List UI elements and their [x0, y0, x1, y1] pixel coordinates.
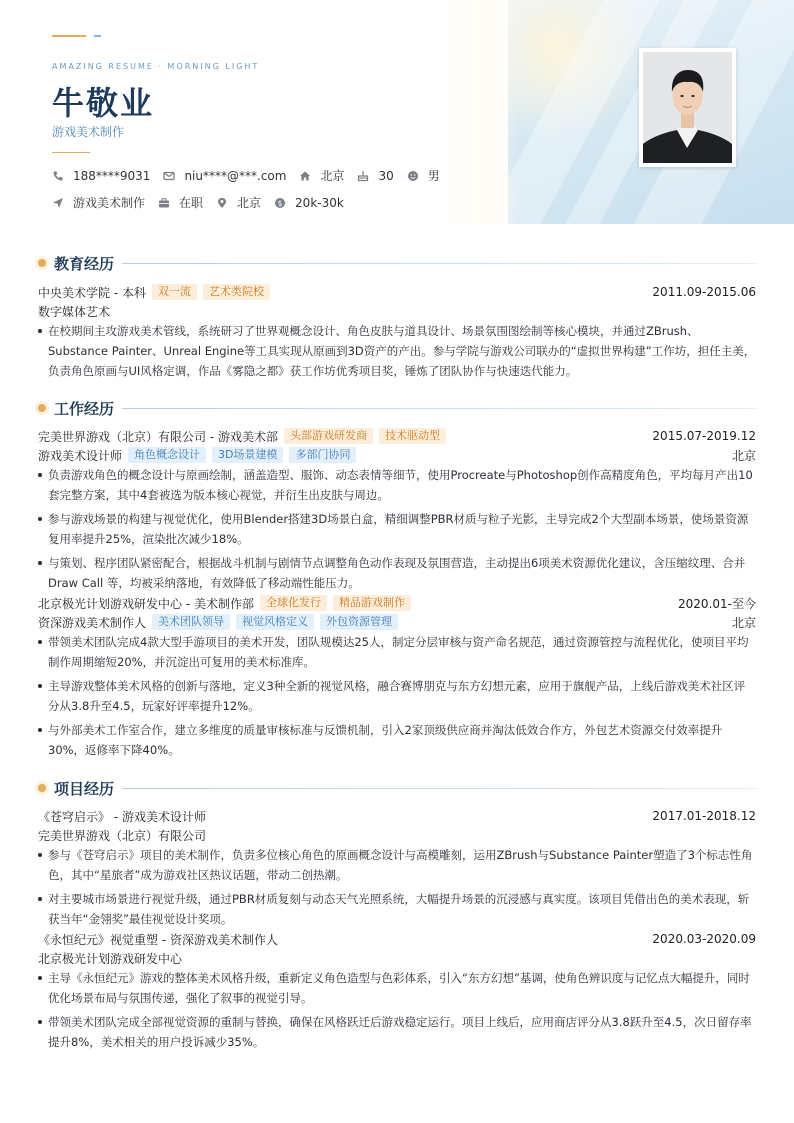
portrait-image — [643, 52, 732, 163]
job-position-row — [38, 446, 756, 464]
info-row-job — [52, 194, 357, 211]
info-home-city — [299, 167, 344, 184]
info-text: niu****@***.com — [184, 168, 287, 183]
project-entry — [38, 929, 756, 1052]
list-item: 对主要城市场景进行视觉升级，通过PBR材质复刻与动态天气光照系统，大幅提升场景的沉浸感与真实度。该项目凭借出色的美术表现，斩获当年“金翎奖”最佳视觉设计奖项。 — [38, 889, 756, 929]
info-text: 男 — [427, 169, 440, 183]
work-section — [38, 396, 756, 764]
project-bullets — [38, 968, 756, 1052]
accent-line — [52, 35, 86, 37]
position-tag: 外包资源管理 — [320, 614, 398, 630]
project-date: 2017.01-2018.12 — [652, 809, 756, 823]
company-name: 完美世界游戏（北京）有限公司 - 游戏美术部 — [38, 429, 278, 444]
location-pin-icon — [216, 197, 228, 209]
list-item: 带领美术团队完成4款大型手游项目的美术开发，团队规模达25人，制定分层审核与资产命名规范，通过资源管控与流程优化，使项目平均制作周期缩短20%，并沉淀出可复用的美术标准库。 — [38, 632, 756, 672]
education-bullets — [38, 321, 756, 381]
section-title: 教育经历 — [54, 254, 115, 273]
company-name: 北京极光计划游戏研发中心 - 美术制作部 — [38, 596, 254, 611]
section-header — [38, 776, 756, 800]
list-item: 与策划、程序团队紧密配合，根据战斗机制与剧情节点调整角色动作表现及氛围营造，主动提出6项美术资源优化建议，含压缩纹理、合并 Draw Call 等，均被采纳落地，有效降低了移动端性能压力。 — [38, 553, 756, 593]
section-dot — [38, 784, 46, 792]
job-entry — [38, 593, 756, 760]
section-dot — [38, 404, 46, 412]
job-city: 北京 — [731, 615, 756, 630]
project-date: 2020.03-2020.09 — [652, 932, 756, 946]
company-tag: 技术驱动型 — [379, 428, 446, 444]
info-salary — [274, 196, 344, 210]
job-position-row — [38, 613, 756, 631]
school-name: 中央美术学院 - 本科 — [38, 285, 146, 300]
position-tag: 3D场景建模 — [212, 447, 283, 463]
info-gender — [407, 167, 440, 184]
info-target-role — [52, 194, 145, 211]
major: 数字媒体艺术 — [38, 304, 111, 319]
section-rule — [122, 408, 756, 409]
phone-icon — [52, 170, 64, 182]
project-name: 《苍穹启示》 - 游戏美术设计师 — [38, 809, 206, 824]
candidate-role: 游戏美术制作 — [52, 125, 125, 139]
list-item: 带领美术团队完成全部视觉资源的重制与替换，确保在风格跃迁后游戏稳定运行。项目上线后，应用商店评分从3.8跃升至4.5，次日留存率提升8%，美术相关的用户投诉减少35%。 — [38, 1012, 756, 1052]
project-org-row — [38, 826, 756, 844]
svg-text:$: $ — [277, 198, 283, 208]
position-tag: 美术团队领导 — [152, 614, 230, 630]
education-entry-header — [38, 282, 756, 302]
home-icon — [299, 170, 311, 182]
project-header — [38, 806, 756, 826]
section-rule — [122, 263, 756, 264]
info-text: 在职 — [179, 196, 204, 210]
job-bullets — [38, 632, 756, 760]
info-text: 游戏美术制作 — [73, 196, 146, 210]
company-tag: 精品游戏制作 — [333, 595, 411, 611]
list-item: 参与《苍穹启示》项目的美术制作，负责多位核心角色的原画概念设计与高模雕刻，运用ZBrush与Substance Painter塑造了3个标志性角色，其中“星旅者”成为游戏社区热议话题，带动二创热潮。 — [38, 845, 756, 885]
job-date: 2015.07-2019.12 — [652, 429, 756, 443]
info-phone — [52, 169, 150, 183]
company-tag: 全球化发行 — [260, 595, 327, 611]
info-work-city — [216, 194, 261, 211]
list-item: 在校期间主攻游戏美术管线，系统研习了世界观概念设计、角色皮肤与道具设计、场景氛围图绘制等核心模块，并通过ZBrush、Substance Painter、Unreal Engine等工具实现从原画到3D资产的产出。参与学院与游戏公司联办的“虚拟世界构建”工作坊，担任主美，负责角色原画与UI风格定调，作品《雾隐之都》获工作坊优秀项目奖，锤炼了团队协作与快速迭代能力。 — [38, 321, 756, 381]
info-status — [158, 194, 203, 211]
school-tag: 艺术类院校 — [203, 284, 270, 300]
job-city: 北京 — [731, 448, 756, 463]
send-icon — [52, 197, 64, 209]
job-entry — [38, 426, 756, 593]
mail-icon — [163, 170, 175, 182]
info-age — [357, 169, 393, 183]
job-position: 游戏美术设计师 — [38, 448, 123, 463]
candidate-name: 牛敬业 — [52, 84, 155, 122]
list-item: 参与游戏场景的构建与视觉优化，使用Blender搭建3D场景白盒，精细调整PBR材质与粒子光影，主导完成2个大型副本场景，使场景资源复用率提升25%，渲染批次减少18%。 — [38, 509, 756, 549]
info-text: 20k-30k — [295, 195, 344, 210]
section-header — [38, 396, 756, 420]
project-name: 《永恒纪元》视觉重塑 - 资深游戏美术制作人 — [38, 932, 278, 947]
job-header — [38, 593, 756, 613]
project-org: 北京极光计划游戏研发中心 — [38, 951, 183, 966]
position-tag: 多部门协同 — [289, 447, 356, 463]
job-bullets — [38, 465, 756, 593]
project-org-row — [38, 949, 756, 967]
info-text: 30 — [378, 168, 394, 183]
profile-photo — [639, 48, 736, 167]
projects-section — [38, 776, 756, 1056]
list-item: 主导《永恒纪元》游戏的整体美术风格升级，重新定义角色造型与色彩体系，引入“东方幻想”基调，使角色辨识度与记忆点大幅提升，同时优化场景布局与氛围传递，强化了叙事的视觉引导。 — [38, 968, 756, 1008]
position-tag: 角色概念设计 — [128, 447, 206, 463]
info-text: 188****9031 — [73, 168, 151, 183]
info-email — [163, 169, 286, 183]
project-entry — [38, 806, 756, 929]
project-org: 完美世界游戏（北京）有限公司 — [38, 828, 207, 843]
info-text: 北京 — [237, 196, 262, 210]
company-tag: 头部游戏研发商 — [284, 428, 373, 444]
education-date: 2011.09-2015.06 — [652, 285, 756, 299]
education-major-row — [38, 302, 756, 320]
info-text: 北京 — [320, 169, 345, 183]
section-rule — [122, 788, 756, 789]
accent-dash — [94, 35, 101, 37]
list-item: 主导游戏整体美术风格的创新与落地，定义3种全新的视觉风格，融合赛博朋克与东方幻想元素，应用于旗舰产品，上线后游戏美术社区评分从3.8升至4.5，玩家好评率提升12%。 — [38, 676, 756, 716]
divider — [52, 152, 90, 153]
salary-icon — [274, 197, 286, 209]
briefcase-icon — [158, 197, 170, 209]
smile-icon — [407, 170, 419, 182]
list-item: 与外部美术工作室合作，建立多维度的质量审核标准与反馈机制，引入2家顶级供应商并淘汰低效合作方，外包艺术资源交付效率提升30%，返修率下降40%。 — [38, 720, 756, 760]
school-tag: 双一流 — [152, 284, 197, 300]
job-position: 资深游戏美术制作人 — [38, 615, 147, 630]
info-row-contact — [52, 167, 453, 184]
project-header — [38, 929, 756, 949]
list-item: 负责游戏角色的概念设计与原画绘制，涵盖造型、服饰、动态表情等细节，使用Procreate与Photoshop创作高精度角色，平均每月产出10套完整方案，其中4套被选为版本核心视觉，并衍生出皮肤与周边。 — [38, 465, 756, 505]
job-date: 2020.01-至今 — [678, 596, 756, 611]
project-bullets — [38, 845, 756, 929]
job-header — [38, 426, 756, 446]
section-dot — [38, 259, 46, 267]
header-fade — [440, 0, 520, 224]
section-title: 项目经历 — [54, 779, 115, 798]
tagline: AMAZING RESUME · MORNING LIGHT — [52, 62, 260, 71]
cake-icon — [357, 170, 369, 182]
position-tag: 视觉风格定义 — [236, 614, 314, 630]
section-title: 工作经历 — [54, 399, 115, 418]
section-header — [38, 251, 756, 275]
education-section — [38, 251, 756, 385]
